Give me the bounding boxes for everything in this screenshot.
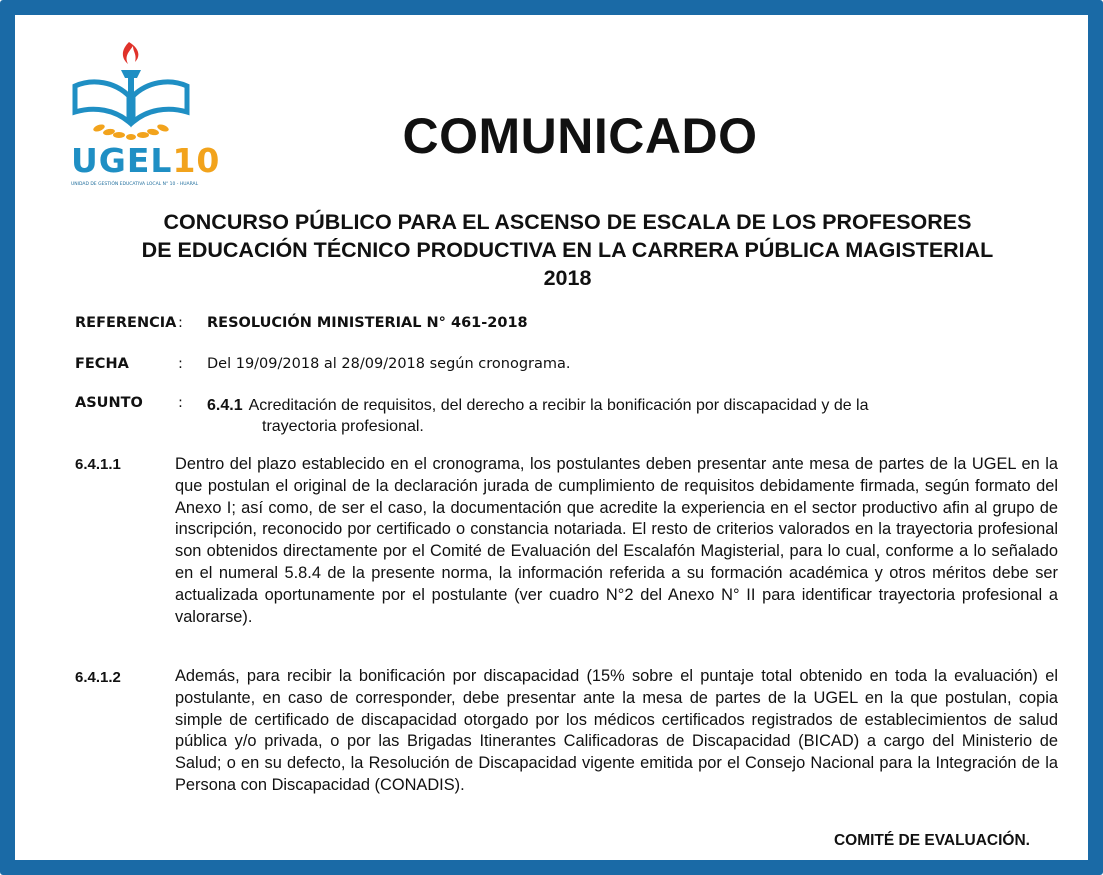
asunto-number: 6.4.1 <box>207 397 243 414</box>
fecha-value: Del 19/09/2018 al 28/09/2018 según cronograma. <box>207 356 571 372</box>
fecha-label: FECHA <box>75 356 129 372</box>
logo-subtext: UNIDAD DE GESTIÓN EDUCATIVA LOCAL N° 10 - HUARAL <box>71 182 199 187</box>
referencia-colon: : <box>178 315 183 331</box>
subtitle-line: DE EDUCACIÓN TÉCNICO PRODUCTIVA EN LA CARRERA PÚBLICA MAGISTERIAL <box>141 238 994 262</box>
logo-wordmark: UGEL10 <box>71 141 221 180</box>
page-title: COMUNICADO <box>402 108 758 164</box>
asunto-line2: trayectoria profesional. <box>262 418 424 435</box>
fecha-colon: : <box>178 356 183 372</box>
referencia-label: REFERENCIA <box>75 315 177 331</box>
signature: COMITÉ DE EVALUACIÓN. <box>833 832 1030 849</box>
paragraph-text: Además, para recibir la bonificación por discapacidad (15% sobre el puntaje total obtenido en toda la evaluación) el postulante, en caso de corresponder, debe presentar ante la mesa de partes de la UGEL en la que postulan, copia simple de certificado de discapacidad otorgado por los médicos certificados registrados de establecimientos de salud pública y/o privada, o por las Brigadas Itinerantes Calificadoras de Discapacidad (BICAD) a cargo del Ministerio de Salud; o en su defecto, la Resolución de Discapacidad vigente emitida por el Consejo Nacional para la Integración de la Persona con Discapacidad (CONADIS). <box>175 667 1058 794</box>
referencia-value: RESOLUCIÓN MINISTERIAL N° 461-2018 <box>207 315 528 331</box>
document-subtitle <box>65 208 1070 292</box>
paragraph-number: 6.4.1.1 <box>75 456 121 473</box>
asunto-line1: Acreditación de requisitos, del derecho a recibir la bonificación por discapacidad y de la <box>248 397 869 414</box>
torch-book-icon <box>71 40 191 144</box>
paragraph-text: Dentro del plazo establecido en el cronograma, los postulantes deben presentar ante mesa de partes de la UGEL en la que postulan el original de la declaración jurada de cumplimiento de requisitos debidamente firmada, según formato del Anexo I; así como, de ser el caso, la documentación que acredite la experiencia en el sector productivo afin al grupo de inscripción, reconocido por certificado o constancia notariada. El resto de criterios valorados en la trayectoria profesional son obtenidos directamente por el Comité de Evaluación del Escalafón Magisterial, para lo cual, conforme a lo señalado en el numeral 5.8.4 de la presente norma, la información referida a su formación académica y otros méritos debe ser actualizada oportunamente por el postulante (ver cuadro N°2 del Anexo N° II para identificar trayectoria profesional a valorarse). <box>175 455 1058 626</box>
ugel-logo <box>71 40 221 190</box>
asunto-colon: : <box>178 395 183 411</box>
subtitle-line: CONCURSO PÚBLICO PARA EL ASCENSO DE ESCALA DE LOS PROFESORES <box>163 210 972 234</box>
subtitle-line: 2018 <box>543 266 592 290</box>
asunto-value <box>207 395 1027 437</box>
paragraph-number: 6.4.1.2 <box>75 669 121 686</box>
asunto-label: ASUNTO <box>75 395 143 411</box>
